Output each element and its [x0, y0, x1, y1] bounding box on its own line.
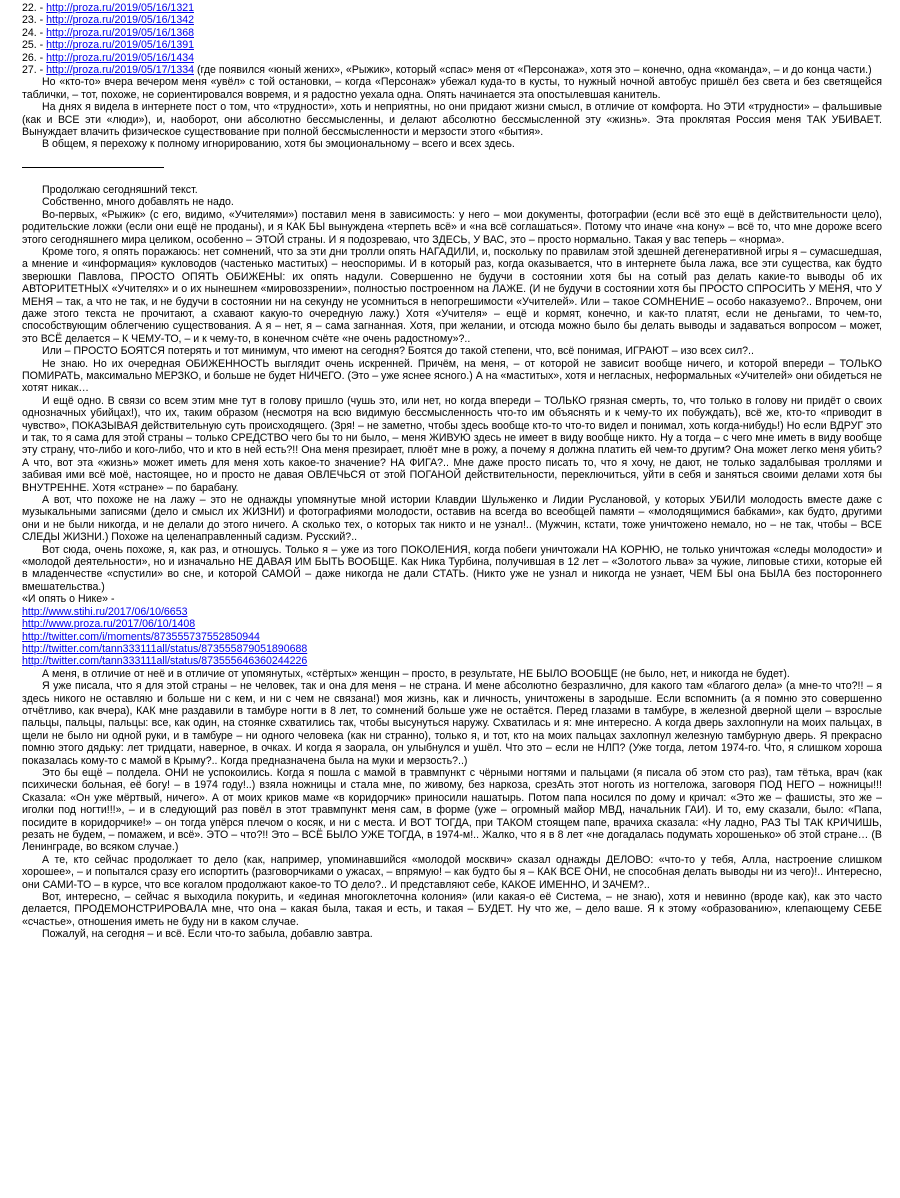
paragraph: А вот, что похоже не на лажу – это не однажды упомянутые мной истории Клавдии Шульженко и Лидии Руслановой, у которых УБИЛИ молодость вместе даже с музыкальными записями (дело и смысл их ЖИЗНИ) и фотографиями молодости, оставив на всегда во всеобщей памяти – «молодящимися бабками», как будто, другими они и не были никогда, и не делали до этого ничего. А сколько тех, о которых так никто и не узнал!.. (Мужчин, кстати, тоже уничтожено немало, но – не так, чтобы – ВСЕ СЛЕДЫ ЖИЗНИ.) Похоже на целенаправленный садизм. Русский?..: [22, 494, 882, 544]
list-number: 22. -: [22, 2, 47, 14]
link[interactable]: http://twitter.com/tann333111all/status/873555646360244226: [22, 655, 308, 668]
list-item: [22, 2, 882, 14]
paragraph: И ещё одно. В связи со всем этим мне тут в голову пришло (чушь это, или нет, но когда впереди – ТОЛЬКО грязная смерть, то, что только в голову ни придёт о своих однозначных убийцах!), что их, таким образом (несмотря на всю видимую бессмысленность что-то им объяснять и к чему-то их побуждать), всё же, кто-то «приводит в чувство», ПОКАЗЫВАЯ действительную суть происходящего. (Зря! – не заметно, чтобы здесь вообще кто-то что-то видел и понимал, хоть когда-нибудь!) Но если ВДРУГ это и так, то я сама для этой страны – только СРЕДСТВО чего бы то ни было, – меня ЖИВУЮ здесь не имеет в виду вообще никто. Ну а тогда – с чего мне иметь в виду вообще эту страну, что-либо и кого-либо, что и кто в ней есть?!! Она меня презирает, плюёт мне в рожу, а почему я должна платить ей чем-то другим? Она может легко меня убить? А что, вот эта «жизнь» может иметь для меня хоть какое-то значение? НА ФИГА?.. Мне даже просто писать то, что я хочу, не дают, не только задалбывая троллями и забивая ими всё моё, настоящее, но и просто не давая ОВЛЕЧЬСЯ от этой ПОГАНОЙ действительности, переключиться, уйти в себя и заняться своими делами хотя бы ВНУТРЕННЕ. Хотя «стране» – по барабану.: [22, 394, 882, 494]
list-item: [22, 39, 882, 51]
list-item: [22, 64, 882, 76]
link[interactable]: http://proza.ru/2019/05/16/1321: [46, 2, 194, 14]
nike-links-section: [22, 593, 882, 667]
intro-section: [22, 76, 882, 150]
paragraph: Пожалуй, на сегодня – и всё. Если что-то забыла, добавлю завтра.: [42, 928, 373, 941]
paragraph: Собственно, много добавлять не надо.: [42, 196, 234, 209]
paragraph: На днях я видела в интернете пост о том, что «трудности», хоть и неприятны, но они придают жизни смысл, в отличие от комфорта. Но ЭТИ «трудности» – фальшивые (как и ВСЕ эти «люди»), и, наоборот, они абсолютно бессмысленны, и делают абсолютно бессмысленной эту «жизнь». Эта проклятая Россия меня ТАК УБИВАЕТ. Вынуждает влачить физическое существование при полной бессмысленности и мерзости этого «бытия».: [22, 101, 882, 139]
list-item: [22, 14, 882, 26]
paragraph: Это бы ещё – полдела. ОНИ не успокоились. Когда я пошла с мамой в травмпункт с чёрными ногтями и пальцами (я писала об этом сто раз), там тётька, врач (как психически больная, её богу! – в 1974 году!..) взяла ножницы и стала мне, по живому, без наркоза, срезАть этот ноготь из ногтеложа, заговоря ПОД НЕГО – ножницы!!! Сказала: «Он уже мёртвый, ничего». А от моих криков маме «в коридорчик» приносили нашатырь. Потом папа носился по дому и кричал: «Это же – фашисты, это же – иголки под ногти!!!», – и в следующий раз повёл в этот травмпункт меня сам, в форме (уже – огромный майор МВД, начальник ГАИ). И то, ему сказали, было: «Папа, посидите в коридорчике!» – он тогда упёрся плечом о косяк, и ни с места. И ВОТ ТОГДА, при ТАКОМ стоящем папе, врачиха сказала: «Ну ладно, РАЗ ТЫ ТАК КРИЧИШЬ, резать не будем, – помажем, и всё». ЭТО – что?!! Это – ВСЁ БЫЛО УЖЕ ТОГДА, в 1974-м!.. Жалко, что я в 8 лет «не догадалась подумать хорошенько» об этой стране… (В Ленинграде, во всяком случае.): [22, 766, 882, 854]
paragraph: В общем, я перехожу к полному игнорированию, хотя бы эмоциональному – всего и всех здесь.: [42, 138, 515, 151]
list-number: 23. -: [22, 14, 47, 27]
links-list: [22, 2, 882, 76]
link[interactable]: http://www.stihi.ru/2017/06/10/6653: [22, 605, 188, 618]
paragraph: Во-первых, «Рыжик» (с его, видимо, «Учителями») поставил меня в зависимость: у него – мои документы, фотографии (если всё это ещё в действительности цело), родительские ложки (если они ещё не проданы), и я КАК БЫ вынуждена «терпеть всё» и «на всё соглашаться». Потому что иначе «на кону» – всё то, что мне дороже всего этого сегодняшнего мира целиком, особенно – ЭТОЙ страны. И я подозреваю, что ЗДЕСЬ, У ВАС, это – просто нормально. Такая у вас теперь – «норма».: [22, 208, 882, 246]
closing-section: [22, 668, 882, 941]
paragraph: Вот, интересно, – сейчас я выходила покурить, и «единая многоклеточна колония» (или какая-о её Система, – не знаю), хотя и невинно (вроде как), как это часто делается, ПРОДЕМОНСТРИРОВАЛА мне, что она – какая была, такая и есть, и такая – БУДЕТ. Ну что же, – дело ваше. Я к этому «образованию», клепающему СЕБЕ «счастье», отношения иметь не буду ни в каком случае.: [22, 891, 882, 928]
list-item: [22, 52, 882, 64]
paragraph: Или – ПРОСТО БОЯТСЯ потерять и тот минимум, что имеют на сегодня? Боятся до такой степени, что, всё понимая, ИГРАЮТ – изо всех сил?..: [42, 345, 754, 358]
link[interactable]: http://twitter.com/i/moments/873555737552850944: [22, 630, 260, 643]
nike-heading: «И опять о Нике» -: [22, 593, 115, 606]
link[interactable]: http://proza.ru/2019/05/16/1368: [46, 26, 194, 39]
paragraph: Не знаю. Но их очередная ОБИЖЕННОСТЬ выглядит очень искренней. Причём, на меня, – от которой не зависит вообще ничего, и которой впереди – ТОЛЬКО ПОМИРАТЬ, максимально МЕРЗКО, и больше не будет НИЧЕГО. (Это – уже яснее ясного.) А на «маститых», хотя и негласных, неформальных «Учителей» они обидеться не хотят никак…: [22, 357, 882, 395]
list-number: 25. -: [22, 39, 47, 52]
paragraph: Кроме того, я опять поражаюсь: нет сомнений, что за эти дни тролли опять НАГАДИЛИ, и, поскольку по правилам этой здешней дегенеративной игры я – сумасшедшая, а мнение и «информация» кукловодов (частенько маститых) – неоспоримы. И в который раз, когда оказывается, что в интернете была лажа, все эти существа, как будто зверюшки Павлова, ПРОСТО ОПЯТЬ ОБИЖЕНЫ: их опять надули. Совершенно не будучи в состоянии хотя бы на сотый раз делать какие-то выводы об их АВТОРИТЕТНЫХ «Учителях» и о их нынешнем «мировоззрении», полностью построенном на ЛАЖЕ. (И не будучи в состоянии хотя бы ПРОСТО СПРОСИТЬ У МЕНЯ, что У МЕНЯ – так, а что не так, и не будучи в состоянии ни на секунду не усомниться в непогрешимости «Учителей». Или – такое СОМНЕНИЕ – особо наказуемо?.. Впрочем, они даже этого текста не прочитают, а схавают какую-то очередную лажу.) Хотя «Учителя» – ещё и кормят, конечно, и как-то платят, если не деньгами, то чем-то, способствующим облегчению существования. А я – нет, я – сама загнанная. Хотя, при желании, и отсюда можно было бы делать выводы и задаваться вопросом – может, это ВСЁ делается – К ЧЕМУ-ТО, – и к чему-то, в конечном счёте «не очень радостному»?..: [22, 245, 882, 345]
link[interactable]: http://proza.ru/2019/05/17/1334: [46, 64, 194, 77]
main-section: [22, 184, 882, 593]
list-number: 26. -: [22, 51, 47, 64]
paragraph: Я уже писала, что я для этой страны – не человек, так и она для меня – не страна. И мене абсолютно безразлично, для какого там «благого дела» (а мне-то что?!! – я здесь никого не оставляю и больше ни с кем, и ни с чем не связана!) моя жизнь, как и личность, уничтожены в зародыше. Если вспомнить (а я помню это совершенно отчётливо, как вчера), КАК мне раздавили в тамбуре ногти в 8 лет, то сомнений больше уже не остаётся. Перед глазами в тамбуре, в железной дверной щели – взрослые пальцы, пальцы, пальцы: все, как один, на стоянке схватились так, чтобы высунуться наружу. Схватилась и я: мне интересно. А когда дверь захлопнули на моих пальцах, в щели не было ни одной руки, и в тамбуре – ни одного человека (как ни странно), только я, и тот, кто на моих пальцах захлопнул железную тамбурную дверь. Я прекрасно помню этого дядьку: лет тридцати, наверное, в очках. И когда я заорала, он улыбнулся и ушёл. Что это – если не НЛП? (Уже тогда, летом 1974-го. Что, я слишком хороша показалась кому-то с мамой в Крыму?.. Когда предназначена была на муки и мерзость?..): [22, 680, 882, 767]
list-item-note: (где появился «юный жених», «Рыжик», который «спас» меня от «Персонажа», хотя это – конечно, одна «команда», – и до конца части.): [194, 64, 872, 77]
list-number: 24. -: [22, 26, 47, 39]
link[interactable]: http://proza.ru/2019/05/16/1434: [46, 51, 194, 64]
paragraph: А меня, в отличие от неё и в отличие от упомянутых, «стёртых» женщин – просто, в результате, НЕ БЫЛО ВООБЩЕ (не было, нет, и никогда не будет).: [42, 667, 790, 680]
paragraph: А те, кто сейчас продолжает то дело (как, например, упоминавшийся «молодой москвич» сказал однажды ДЕЛОВО: «что-то у тебя, Алла, настроение слишком хорошее», – и попытался сразу его испортить (разговорчиками о ужасах, – впрямую! – как будто бы я – КАК ВСЕ ОНИ, не способная делать выводы ни из чего)!.. Интересно, они САМИ-ТО – в курсе, что все когалом продолжают какое-то ТО дело?.. И представляют себе, КАКОЕ ИМЕННО, И ЗАЧЕМ?..: [22, 853, 882, 891]
list-item: [22, 27, 882, 39]
section-divider: [22, 167, 164, 168]
link[interactable]: http://www.proza.ru/2017/06/10/1408: [22, 618, 196, 631]
paragraph: Вот сюда, очень похоже, я, как раз, и отношусь. Только я – уже из того ПОКОЛЕНИЯ, когда побеги уничтожали НА КОРНЮ, не только уничтожая «следы молодости» и «молодой деятельности», но и изначально НЕ ДАВАЯ ИМ БЫТЬ ВООБЩЕ. Как Ника Турбина, получившая в 12 лет – «Золотого льва» за чужие, липовые стихи, которые ей в младенчестве «спустили» во сне, и которой САМОЙ – даже никогда не дали СТАТЬ. (Никто уже не узнал и никогда не узнает, ЧЕМ БЫ она БЫЛА без постороннего вмешательства.): [22, 543, 882, 593]
link[interactable]: http://proza.ru/2019/05/16/1342: [46, 14, 194, 27]
paragraph: Но «кто-то» вчера вечером меня «увёл» с той остановки, – когда «Персонаж» убежал куда-то в кусты, то нужный ночной автобус пришёл без света и без светящейся таблички, – тот, похоже, не сориентировался вовремя, и я радостно уехала одна. Опять начинается эта опостылевшая канитель.: [22, 76, 882, 101]
paragraph: Продолжаю сегодняшний текст.: [42, 183, 198, 196]
link[interactable]: http://proza.ru/2019/05/16/1391: [46, 39, 194, 52]
list-number: 27. -: [22, 64, 47, 77]
link[interactable]: http://twitter.com/tann333111all/status/873555879051890688: [22, 642, 308, 655]
